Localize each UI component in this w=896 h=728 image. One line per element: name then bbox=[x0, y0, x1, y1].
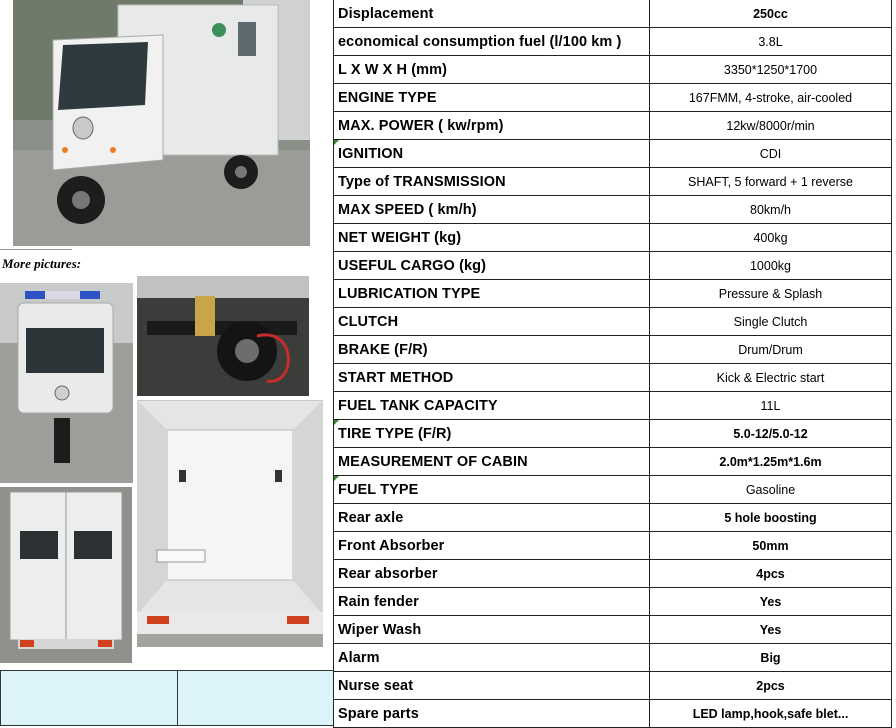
spec-row bbox=[334, 56, 892, 84]
interior-illustration bbox=[137, 400, 323, 647]
spec-row bbox=[334, 700, 892, 728]
spec-row bbox=[334, 168, 892, 196]
spec-value: 2pcs bbox=[650, 672, 892, 700]
spec-value: LED lamp,hook,safe blet... bbox=[650, 700, 892, 728]
blue-footer-row bbox=[0, 670, 333, 727]
spec-value: Drum/Drum bbox=[650, 336, 892, 364]
spec-value: Yes bbox=[650, 588, 892, 616]
caption-divider bbox=[0, 249, 72, 250]
spec-row bbox=[334, 336, 892, 364]
chassis-photo bbox=[137, 276, 309, 396]
spec-value: 11L bbox=[650, 392, 892, 420]
spec-value: Kick & Electric start bbox=[650, 364, 892, 392]
spec-label: ENGINE TYPE bbox=[334, 84, 650, 112]
spec-label: MAX SPEED ( km/h) bbox=[334, 196, 650, 224]
spec-row bbox=[334, 112, 892, 140]
spec-label: Front Absorber bbox=[334, 532, 650, 560]
spec-row bbox=[334, 616, 892, 644]
spec-row bbox=[334, 392, 892, 420]
spec-row bbox=[334, 448, 892, 476]
spec-value: 3.8L bbox=[650, 28, 892, 56]
spec-value: 5.0-12/5.0-12 bbox=[650, 420, 892, 448]
spec-label: Rear absorber bbox=[334, 560, 650, 588]
spec-value: 50mm bbox=[650, 532, 892, 560]
spec-label: Rear axle bbox=[334, 504, 650, 532]
blue-cell-left bbox=[0, 670, 178, 726]
spec-label: Alarm bbox=[334, 644, 650, 672]
spec-value: 167FMM, 4-stroke, air-cooled bbox=[650, 84, 892, 112]
spec-table-body bbox=[334, 0, 892, 728]
spec-value: 1000kg bbox=[650, 252, 892, 280]
spec-row bbox=[334, 84, 892, 112]
spec-value: 250cc bbox=[650, 0, 892, 28]
spec-label: L X W X H (mm) bbox=[334, 56, 650, 84]
blue-cell-right bbox=[177, 670, 334, 726]
spec-label: NET WEIGHT (kg) bbox=[334, 224, 650, 252]
front-view-illustration bbox=[0, 283, 133, 483]
main-vehicle-photo bbox=[13, 0, 310, 246]
spec-row bbox=[334, 560, 892, 588]
spec-value: 5 hole boosting bbox=[650, 504, 892, 532]
spec-row bbox=[334, 280, 892, 308]
spec-row bbox=[334, 196, 892, 224]
spec-row bbox=[334, 252, 892, 280]
rear-doors-photo bbox=[0, 487, 132, 663]
spec-label: Nurse seat bbox=[334, 672, 650, 700]
spec-value: 2.0m*1.25m*1.6m bbox=[650, 448, 892, 476]
spec-row bbox=[334, 476, 892, 504]
spec-row bbox=[334, 532, 892, 560]
spec-label: IGNITION bbox=[334, 140, 650, 168]
spec-label: MAX. POWER ( kw/rpm) bbox=[334, 112, 650, 140]
spec-value: Yes bbox=[650, 616, 892, 644]
spec-label: LUBRICATION TYPE bbox=[334, 280, 650, 308]
spec-value: Big bbox=[650, 644, 892, 672]
spec-label: TIRE TYPE (F/R) bbox=[334, 420, 650, 448]
spec-row bbox=[334, 364, 892, 392]
spec-value: 4pcs bbox=[650, 560, 892, 588]
spec-value: 80km/h bbox=[650, 196, 892, 224]
spec-row bbox=[334, 420, 892, 448]
front-view-photo bbox=[0, 283, 133, 483]
more-pictures-caption: More pictures: bbox=[2, 256, 82, 271]
rear-doors-illustration bbox=[0, 487, 132, 663]
spec-table bbox=[333, 0, 892, 728]
spec-value: Gasoline bbox=[650, 476, 892, 504]
cargo-interior-photo bbox=[137, 400, 323, 647]
spec-label: CLUTCH bbox=[334, 308, 650, 336]
spec-label: Type of TRANSMISSION bbox=[334, 168, 650, 196]
spec-value: 12kw/8000r/min bbox=[650, 112, 892, 140]
spec-value: CDI bbox=[650, 140, 892, 168]
spec-label: FUEL TANK CAPACITY bbox=[334, 392, 650, 420]
spec-row bbox=[334, 644, 892, 672]
spec-row bbox=[334, 504, 892, 532]
spec-label: Wiper Wash bbox=[334, 616, 650, 644]
spec-row bbox=[334, 588, 892, 616]
spec-value: SHAFT, 5 forward + 1 reverse bbox=[650, 168, 892, 196]
chassis-illustration bbox=[137, 276, 309, 396]
spec-row bbox=[334, 140, 892, 168]
spec-label: START METHOD bbox=[334, 364, 650, 392]
spec-row bbox=[334, 672, 892, 700]
spec-label: FUEL TYPE bbox=[334, 476, 650, 504]
spec-label: Rain fender bbox=[334, 588, 650, 616]
spec-label: Spare parts bbox=[334, 700, 650, 728]
spec-value: Pressure & Splash bbox=[650, 280, 892, 308]
spec-row bbox=[334, 28, 892, 56]
spec-value: 3350*1250*1700 bbox=[650, 56, 892, 84]
spec-value: Single Clutch bbox=[650, 308, 892, 336]
spec-row bbox=[334, 224, 892, 252]
tricycle-illustration bbox=[13, 0, 310, 246]
spec-label: MEASUREMENT OF CABIN bbox=[334, 448, 650, 476]
spec-label: Displacement bbox=[334, 0, 650, 28]
spec-row bbox=[334, 0, 892, 28]
spec-label: economical consumption fuel (l/100 km ) bbox=[334, 28, 650, 56]
spec-label: BRAKE (F/R) bbox=[334, 336, 650, 364]
spec-value: 400kg bbox=[650, 224, 892, 252]
spec-label: USEFUL CARGO (kg) bbox=[334, 252, 650, 280]
spec-row bbox=[334, 308, 892, 336]
